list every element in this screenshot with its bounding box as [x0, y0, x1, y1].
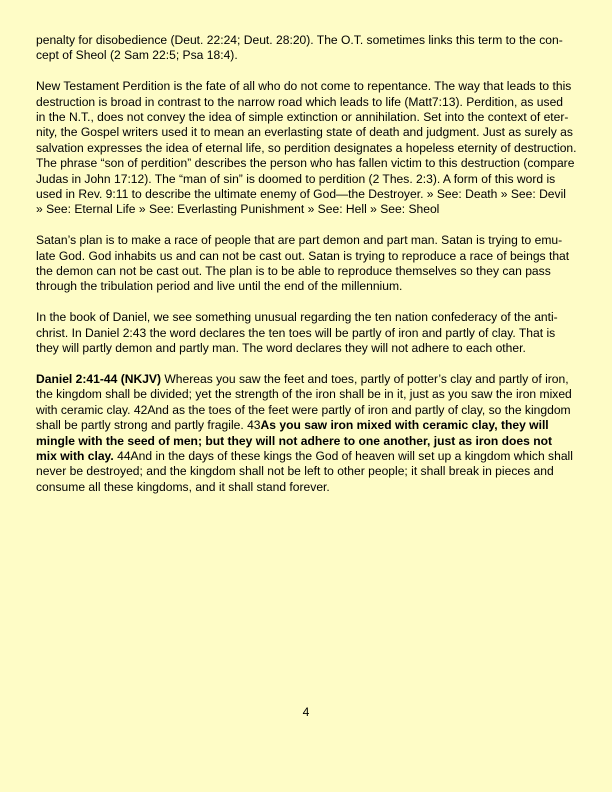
text-line: In the book of Daniel, we see something unusual regarding the ten nation confederacy of the anti- [36, 310, 558, 325]
text-line: late God. God inhabits us and can not be cast out. Satan is trying to reproduce a race of beings that [36, 248, 570, 263]
scripture-text: 44And in the days of these kings the God of heaven will set up a kingdom which shall [113, 448, 573, 463]
scripture-emphasis: mingle with the seed of men; but they will not adhere to one another, just as iron does not [36, 433, 553, 448]
text-line: they will partly demon and partly man. The word declares they will not adhere to each other. [36, 341, 526, 356]
paragraph-sheol-intro [36, 33, 576, 64]
text-line: salvation expresses the idea of eternal life, so perdition designates a hopeless eternity of destruction. [36, 140, 577, 155]
text-line: never be destroyed; and the kingdom shall not be left to other people; it shall break in pieces and [36, 464, 554, 479]
text-line [36, 418, 576, 433]
see-also-links: » See: Eternal Life » See: Everlasting Punishment » See: Hell » See: Sheol [36, 202, 440, 217]
text-line: christ. In Daniel 2:43 the word declares the ten toes will be partly of iron and partly of clay. That is [36, 325, 556, 340]
paragraph-daniel [36, 310, 576, 356]
text-line: consume all these kingdoms, and it shall stand forever. [36, 479, 330, 494]
text-line: The phrase “son of perdition” describes the person who has fallen victim to this destruction (compare [36, 156, 575, 171]
text-line: the kingdom shall be divided; yet the strength of the iron shall be in it, just as you saw the iron mixed [36, 387, 572, 402]
text-line: through the tribulation period and live until the end of the millennium. [36, 279, 403, 294]
text-line: in the N.T., does not convey the idea of simple extinction or annihilation. Set into the context of eter- [36, 110, 569, 125]
text-line: the demon can not be cast out. The plan is to be able to reproduce themselves so they can pass [36, 264, 551, 279]
scripture-emphasis: As you saw iron mixed with ceramic clay, they will [260, 418, 549, 433]
text-line: nity, the Gospel writers used it to mean an everlasting state of death and judgment. Just as surely as [36, 125, 573, 140]
text-line [36, 372, 576, 387]
text-line: New Testament Perdition is the fate of all who do not come to repentance. The way that leads to this [36, 79, 572, 94]
text-line [36, 449, 576, 464]
text-line: cept of Sheol (2 Sam 22:5; Psa 18:4). [36, 48, 238, 63]
scripture-quote [36, 372, 576, 495]
text-line: with ceramic clay. 42And as the toes of the feet were partly of iron and partly of clay, so the kingdom [36, 402, 571, 417]
scripture-text: Whereas you saw the feet and toes, partly of potter’s clay and partly of iron, [161, 371, 569, 386]
paragraph-satans-plan [36, 233, 576, 295]
scripture-text: shall be partly strong and partly fragile. 43 [36, 418, 261, 433]
paragraph-new-testament [36, 79, 576, 218]
scripture-emphasis: mix with clay. [36, 448, 114, 463]
document-body [36, 33, 576, 511]
text-line: Satan’s plan is to make a race of people that are part demon and part man. Satan is trying to emu- [36, 233, 563, 248]
scripture-reference: Daniel 2:41-44 (NKJV) [36, 371, 162, 386]
text-line: Judas in John 17:12). The “man of sin” is doomed to perdition (2 Thes. 2:3). A form of this word is [36, 171, 556, 186]
page-number: 4 [302, 705, 310, 719]
text-line: used in Rev. 9:11 to describe the ultimate enemy of God—the Destroyer. » See: Death » See: Devil [36, 187, 566, 202]
text-line: penalty for disobedience (Deut. 22:24; Deut. 28:20). The O.T. sometimes links this term to the con- [36, 33, 563, 47]
text-line: destruction is broad in contrast to the narrow road which leads to life (Matt7:13). Perdition, as used [36, 94, 564, 109]
